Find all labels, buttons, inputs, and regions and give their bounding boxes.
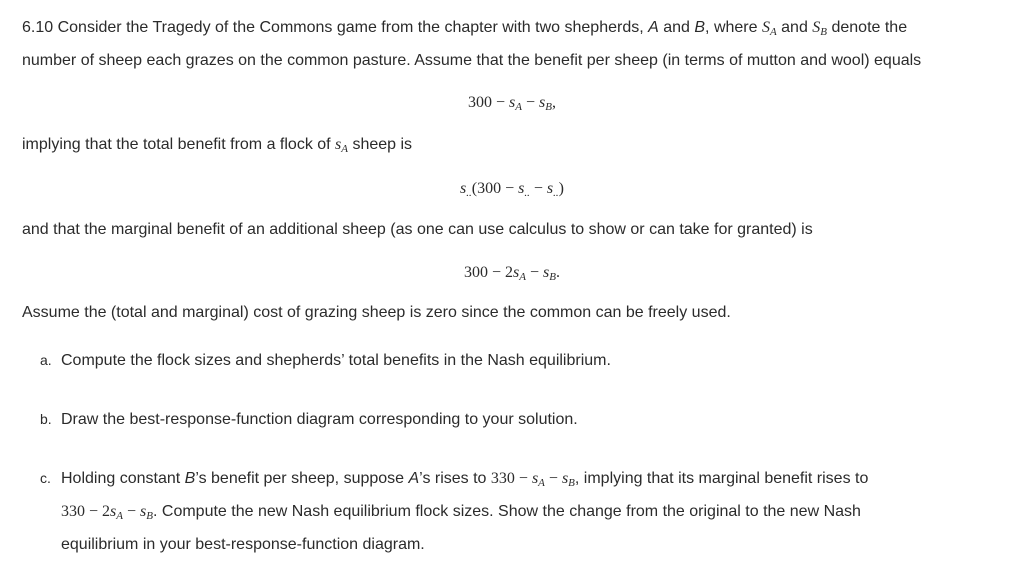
equation-total-benefit [0, 180, 1024, 199]
c-l1-d: , implying that its marginal benefit rises to [574, 470, 869, 487]
eq2-var-1-sub: .. [524, 187, 530, 199]
c-l2-v1-sub: A [116, 510, 123, 522]
implying-tail: sheep is [348, 136, 413, 153]
implying-text: implying that the total benefit from a flock of [22, 136, 336, 153]
shepherd-b-label: B [694, 19, 706, 36]
eq3-minus-2: − [526, 264, 544, 281]
var-sb-sub: B [820, 26, 828, 38]
intro-line-2: number of sheep each grazes on the common pasture. Assume that the benefit per sheep (in terms of mutton and wool) equals [22, 52, 922, 69]
c-l2-v2-sub: B [146, 510, 153, 522]
var-sa-sub: A [769, 26, 777, 38]
eq2-var-0: s [460, 180, 467, 197]
assume-line: Assume the (total and marginal) cost of grazing sheep is zero since the common can be freely used. [22, 304, 731, 321]
c-l1-v1: s [531, 470, 539, 487]
eq2-minus-1: − [501, 180, 519, 197]
intro-denote: denote the [827, 19, 908, 36]
eq3-var-1: s [513, 264, 520, 281]
equation-marginal-benefit [0, 264, 1024, 283]
c-l1-A: A [408, 470, 420, 487]
c-l1-v2: s [561, 470, 569, 487]
intro-text: 6.10 Consider the Tragedy of the Commons game from the chapter with two shepherds, [22, 19, 649, 36]
eq1-var-2-sub: B [545, 101, 552, 113]
eq3-var-2: s [543, 264, 550, 281]
intro-and-2: and [776, 19, 813, 36]
item-b-marker: b. [40, 411, 52, 427]
eq2-close: ) [558, 180, 564, 197]
eq2-var-2: s [546, 180, 554, 197]
c-l2-a: . Compute the new Nash equilibrium flock sizes. Show the change from the original to the new Nash [153, 503, 861, 520]
var-sa: S [761, 19, 770, 36]
eq1-const: 300 [468, 94, 492, 111]
eq2-minus-2: − [529, 180, 547, 197]
c-l1-B: B [184, 470, 196, 487]
equation-benefit-per-sheep [0, 94, 1024, 113]
var-sb: S [812, 19, 821, 36]
marginal-line: and that the marginal benefit of an additional sheep (as one can use calculus to show or can take for granted) is [22, 221, 813, 238]
eq3-const: 300 [464, 264, 488, 281]
implying-var: s [335, 136, 342, 153]
item-b-text: Draw the best-response-function diagram corresponding to your solution. [61, 411, 578, 428]
eq3-tail: . [556, 264, 560, 281]
item-a-marker: a. [40, 352, 52, 368]
list-item-c [40, 462, 1000, 495]
eq2-var-2-sub: .. [553, 187, 559, 199]
eq3-minus-1: − 2 [488, 264, 514, 281]
intro-and: and [658, 19, 695, 36]
c-l2-v1: s [110, 503, 117, 520]
eq3-var-1-sub: A [519, 271, 526, 283]
implying-line [22, 128, 1007, 166]
eq1-minus-2: − [522, 94, 540, 111]
implying-var-sub: A [341, 143, 349, 155]
eq1-tail: , [552, 94, 556, 111]
c-l2-m: − [123, 503, 141, 520]
eq2-var-0-sub: .. [466, 187, 472, 199]
c-l1-v1-sub: A [538, 477, 545, 489]
eq1-minus-1: − [492, 94, 510, 111]
eq1-var-1: s [509, 94, 516, 111]
c-l1-eq: 330 − [490, 470, 532, 487]
c-l1-a: Holding constant [61, 470, 185, 487]
item-c-marker: c. [40, 470, 51, 486]
eq2-var-1: s [518, 180, 525, 197]
item-c-line-3: equilibrium in your best-response-function diagram. [61, 536, 425, 553]
c-l1-b: ’s benefit per sheep, suppose [195, 470, 409, 487]
list-item-a [40, 344, 1000, 377]
shepherd-a-label: A [648, 19, 659, 36]
c-l2-v2: s [140, 503, 147, 520]
c-l1-c: ’s rises to [419, 470, 491, 487]
c-l1-m: − [544, 470, 562, 487]
eq3-var-2-sub: B [549, 271, 556, 283]
item-a-text: Compute the flock sizes and shepherds’ total benefits in the Nash equilibrium. [61, 352, 611, 369]
c-l1-v2-sub: B [568, 477, 575, 489]
eq2-open: (300 [471, 180, 502, 197]
list-item-b [40, 403, 1000, 436]
eq1-var-1-sub: A [515, 101, 522, 113]
c-l2-eq: 330 − 2 [61, 503, 111, 520]
intro-where: , where [705, 19, 762, 36]
eq1-var-2: s [539, 94, 546, 111]
